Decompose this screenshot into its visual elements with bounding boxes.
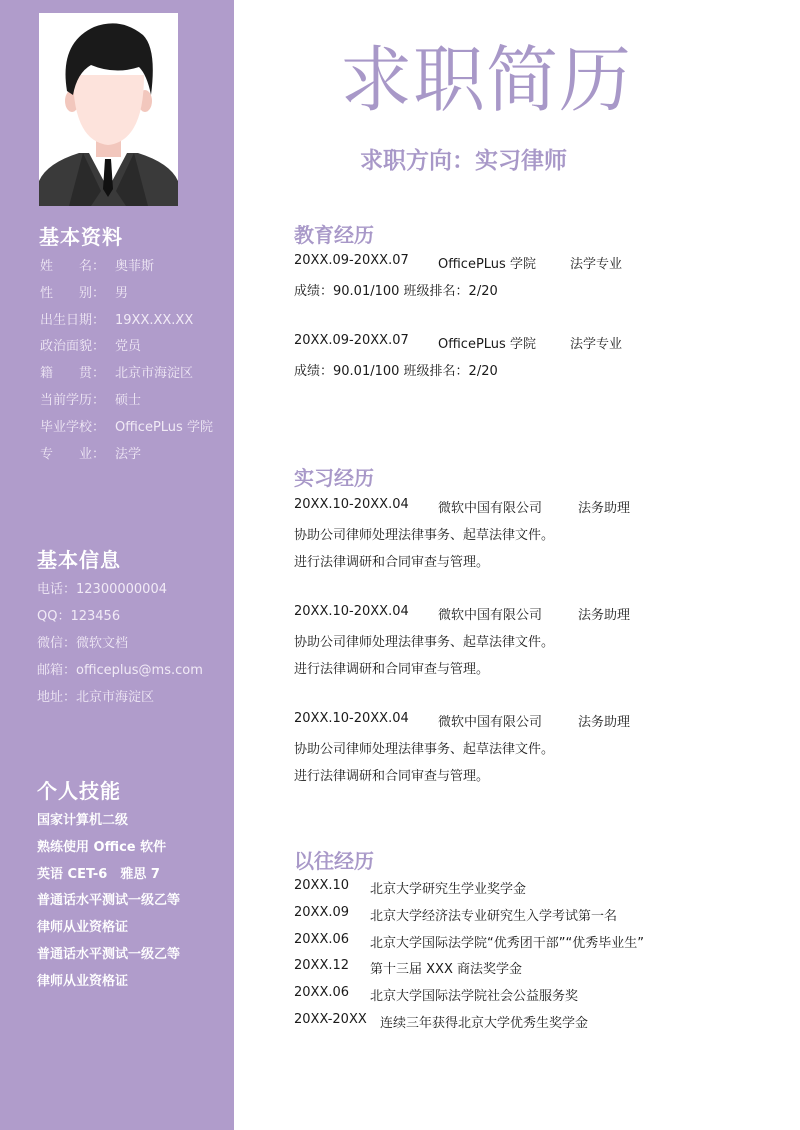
internship-duty: 协助公司律师处理法律事务、起草法律文件。 — [294, 635, 555, 650]
past-text: 北京大学研究生学业奖学金 — [370, 882, 527, 897]
past-date: 20XX-20XX — [294, 1012, 367, 1027]
skill-item: 英语 CET-6 雅思 7 — [37, 866, 160, 882]
internship-role: 法务助理 — [578, 501, 631, 516]
past-entry — [294, 931, 644, 951]
basic-info-title: 基本信息 — [37, 548, 121, 572]
contact-item: 地址：北京市海淀区 — [37, 690, 155, 705]
page-title: 求职简历 — [340, 38, 633, 122]
past-text: 连续三年获得北京大学优秀生奖学金 — [380, 1016, 589, 1031]
internship-duty: 协助公司律师处理法律事务、起草法律文件。 — [294, 528, 555, 543]
contact-item: QQ：123456 — [37, 609, 121, 624]
education-title: 教育经历 — [294, 223, 374, 247]
internship-company: 微软中国有限公司 — [438, 501, 543, 516]
past-text: 第十三届 XXX 商法奖学金 — [370, 962, 522, 978]
profile-key: 专 业： — [40, 446, 106, 462]
profile-row — [40, 443, 141, 462]
skill-item: 律师从业资格证 — [37, 973, 129, 989]
education-entry-header — [294, 333, 623, 352]
profile-row — [40, 255, 154, 274]
past-text: 北京大学经济法专业研究生入学考试第一名 — [370, 908, 618, 924]
profile-photo — [39, 13, 178, 206]
skill-item: 律师从业资格证 — [37, 920, 129, 936]
contact-item: 微信：微软文档 — [37, 636, 129, 651]
education-detail: 成绩：90.01/100 班级排名：2/20 — [294, 284, 498, 299]
skill-item: 普通话水平测试一级乙等 — [37, 947, 181, 962]
job-target: 求职方向：实习律师 — [360, 148, 567, 174]
skill-item: 熟练使用 Office 软件 — [37, 839, 167, 855]
skill-item: 国家计算机二级 — [37, 813, 129, 828]
internship-entry-header — [294, 604, 631, 623]
profile-value: 硕士 — [115, 393, 142, 408]
profile-key: 性 别： — [40, 285, 106, 301]
internship-duty: 协助公司律师处理法律事务、起草法律文件。 — [294, 742, 555, 757]
education-period: 20XX.09-20XX.07 — [294, 253, 409, 268]
past-date: 20XX.06 — [294, 931, 350, 947]
education-detail: 成绩：90.01/100 班级排名：2/20 — [294, 364, 498, 379]
past-text: 北京大学国际法学院社会公益服务奖 — [370, 989, 579, 1005]
internship-role: 法务助理 — [578, 608, 631, 623]
profile-key: 政治面貌： — [40, 339, 106, 355]
avatar-icon — [39, 13, 178, 206]
contact-item: 邮箱：officeplus@ms.com — [37, 663, 203, 678]
internship-period: 20XX.10-20XX.04 — [294, 604, 409, 619]
profile-row — [40, 362, 193, 381]
education-period: 20XX.09-20XX.07 — [294, 333, 409, 348]
past-entry — [294, 904, 618, 924]
profile-value: OfficePLus 学院 — [115, 419, 213, 435]
internship-duty: 进行法律调研和合同审查与管理。 — [294, 662, 490, 677]
profile-value: 法学 — [115, 446, 142, 462]
profile-value: 党员 — [115, 339, 142, 355]
internship-company: 微软中国有限公司 — [438, 608, 543, 623]
internship-role: 法务助理 — [578, 715, 631, 730]
profile-key: 当前学历： — [40, 393, 106, 408]
past-date: 20XX.06 — [294, 985, 350, 1001]
profile-value: 19XX.XX.XX — [115, 312, 194, 328]
past-entry — [294, 1012, 589, 1031]
education-major: 法学专业 — [570, 257, 623, 272]
profile-key: 出生日期： — [40, 312, 106, 328]
contact-item: 电话：12300000004 — [37, 582, 167, 597]
internship-period: 20XX.10-20XX.04 — [294, 711, 409, 726]
profile-key: 姓 名： — [40, 259, 106, 274]
internship-company: 微软中国有限公司 — [438, 715, 543, 730]
skills-title: 个人技能 — [37, 779, 121, 803]
past-entry — [294, 985, 579, 1005]
internship-entry-header — [294, 497, 631, 516]
education-entry-header — [294, 253, 623, 272]
profile-row — [40, 282, 128, 301]
skill-item: 普通话水平测试一级乙等 — [37, 893, 181, 909]
education-school: OfficePLus 学院 — [438, 337, 536, 352]
internship-duty: 进行法律调研和合同审查与管理。 — [294, 555, 490, 570]
profile-value: 北京市海淀区 — [115, 366, 194, 382]
profile-key: 籍 贯： — [40, 366, 106, 382]
past-entry — [294, 878, 527, 897]
profile-key: 毕业学校： — [40, 419, 106, 435]
sidebar — [0, 0, 234, 1130]
past-experience-title: 以往经历 — [294, 849, 374, 873]
education-school: OfficePLus 学院 — [438, 257, 536, 272]
profile-row — [40, 389, 141, 408]
past-text: 北京大学国际法学院“优秀团干部”“优秀毕业生” — [370, 935, 644, 951]
education-major: 法学专业 — [570, 337, 623, 352]
basic-profile-title: 基本资料 — [39, 225, 123, 249]
internship-title: 实习经历 — [294, 466, 374, 490]
internship-duty: 进行法律调研和合同审查与管理。 — [294, 769, 490, 784]
profile-row — [40, 309, 193, 328]
profile-row — [40, 416, 213, 435]
past-date: 20XX.12 — [294, 958, 350, 974]
profile-row — [40, 335, 141, 354]
past-date: 20XX.10 — [294, 878, 350, 893]
internship-entry-header — [294, 711, 631, 730]
internship-period: 20XX.10-20XX.04 — [294, 497, 409, 512]
profile-value: 奥菲斯 — [115, 259, 155, 274]
past-entry — [294, 958, 522, 978]
past-date: 20XX.09 — [294, 904, 350, 920]
profile-value: 男 — [115, 285, 129, 301]
